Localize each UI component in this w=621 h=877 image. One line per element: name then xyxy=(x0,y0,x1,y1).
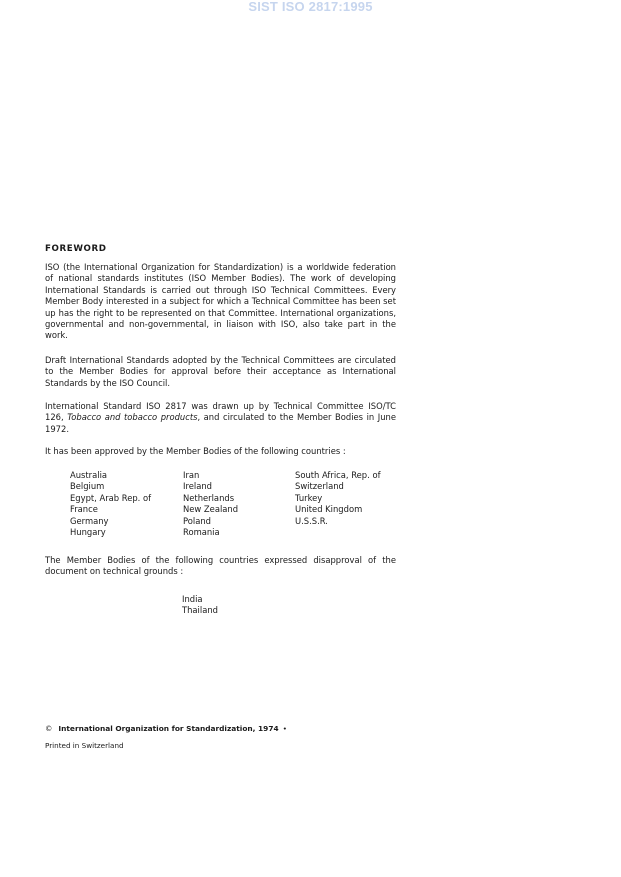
foreword-heading: FOREWORD xyxy=(45,244,107,254)
country-item: Netherlands xyxy=(183,492,235,503)
country-item: Iran xyxy=(183,469,200,480)
country-item: India xyxy=(182,593,203,604)
standard-text-before: International Standard ISO 2817 was drawn up by Technical Committee ISO/TC 126, xyxy=(45,401,396,423)
foreword-paragraph-iso: ISO (the International Organization for Standardization) is a worldwide federation of national standards institutes (ISO Member Bodies). The work of developing International Standards is carried out through ISO Technical Committees. Every Member Body interested in a subject for which a Technical Committee has been set up has the right to be represented on that Committee. International organizations, governmental and non-governmental, in liaison with ISO, also take part in the work. xyxy=(45,262,396,341)
document-watermark: SIST ISO 2817:1995 xyxy=(248,0,373,14)
country-item: U.S.S.R. xyxy=(295,515,328,526)
approving-countries xyxy=(45,470,396,540)
foreword-section xyxy=(45,243,396,617)
country-item: Belgium xyxy=(70,481,105,492)
country-item: France xyxy=(70,504,98,515)
bullet-icon: • xyxy=(282,724,287,733)
foreword-paragraph-approval: It has been approved by the Member Bodies of the following countries : xyxy=(45,446,346,457)
country-item: Germany xyxy=(70,515,109,526)
countries-column-3 xyxy=(295,470,381,528)
country-item: Romania xyxy=(183,527,220,538)
country-item: Thailand xyxy=(182,605,218,615)
foreword-paragraph-drafts: Draft International Standards adopted by the Technical Committees are circulated to the Member Bodies for approval before their acceptance as International Standards by the ISO Council. xyxy=(45,354,396,388)
foreword-paragraph-standard xyxy=(45,401,396,435)
committee-title: Tobacco and tobacco products xyxy=(67,412,198,423)
country-item: Ireland xyxy=(183,481,212,492)
disapproving-countries xyxy=(182,594,396,617)
country-item: United Kingdom xyxy=(295,504,363,515)
standard-text-after: , and circulated to the Member Bodies in June 1972. xyxy=(45,412,396,434)
country-item: Switzerland xyxy=(295,481,344,492)
printed-notice: Printed in Switzerland xyxy=(45,741,124,750)
countries-column-1 xyxy=(70,470,151,539)
country-item: New Zealand xyxy=(183,504,239,515)
country-item: Poland xyxy=(183,515,211,526)
copyright-text: International Organization for Standardization, 1974 xyxy=(58,724,279,733)
copyright-symbol: © xyxy=(45,724,53,733)
foreword-paragraph-disapproval: The Member Bodies of the following countries expressed disapproval of the document on technical grounds : xyxy=(45,554,396,577)
copyright-notice xyxy=(45,723,287,734)
country-item: Hungary xyxy=(70,527,106,538)
country-item: Egypt, Arab Rep. of xyxy=(70,492,152,503)
country-item: Australia xyxy=(70,469,108,480)
countries-column-2 xyxy=(183,470,238,539)
country-item: South Africa, Rep. of xyxy=(295,469,381,480)
country-item: Turkey xyxy=(295,492,323,503)
